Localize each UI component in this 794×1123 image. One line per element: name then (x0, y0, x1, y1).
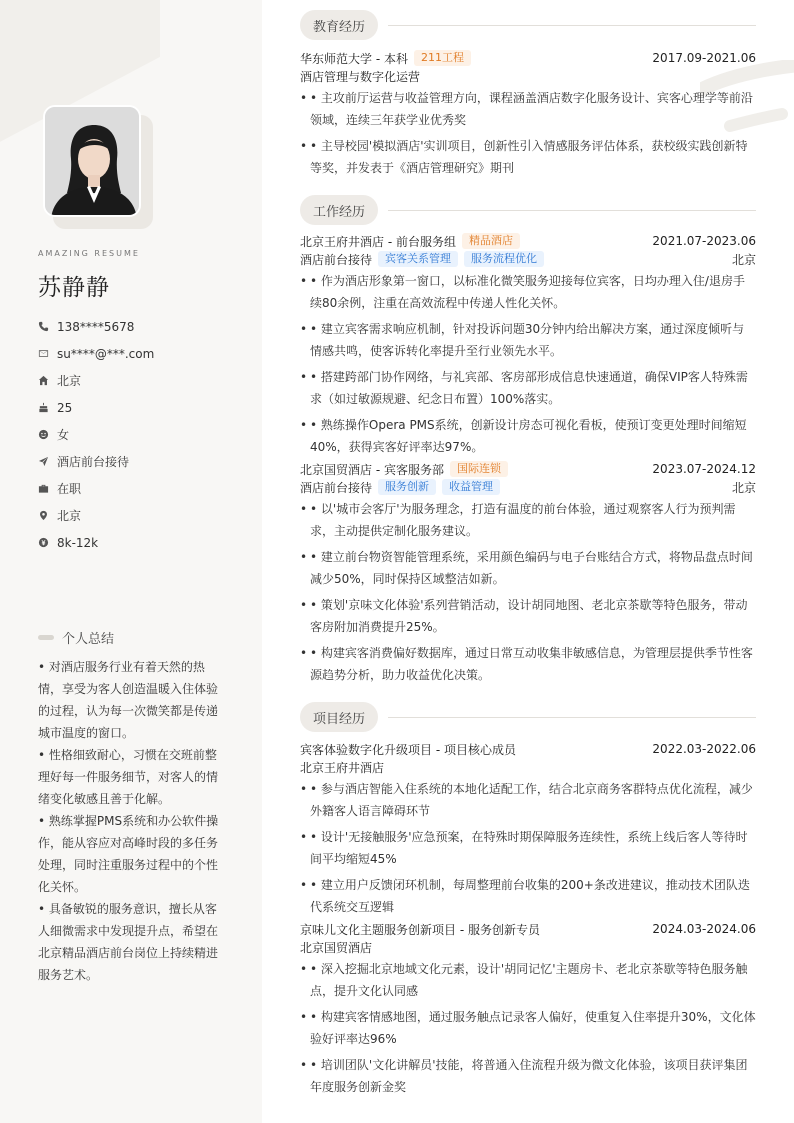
summary-item: • 性格细致耐心，习惯在交班前整理好每一件服务细节，对客人的情绪变化敏感且善于化解。 (38, 748, 219, 806)
cake-icon (38, 402, 49, 413)
heading-bar (38, 635, 54, 640)
project-org: 北京国贸酒店 (300, 940, 373, 955)
divider (388, 210, 756, 211)
project-entry (300, 740, 756, 922)
job-bullets (300, 270, 756, 458)
job-header-row (300, 460, 756, 478)
job-role: 酒店前台接待 (300, 480, 373, 495)
job-bullets (300, 498, 756, 686)
education-header-row (300, 49, 756, 67)
company-tag: 精品酒店 (462, 233, 520, 249)
project-bullet: • • 建立用户反馈闭环机制，每周整理前台收集的200+条改进建议，推动技术团队迭代系统交互逻辑 (300, 874, 756, 918)
salary-icon (38, 537, 49, 548)
skill-tag: 宾客关系管理 (378, 251, 458, 267)
job-bullet: • • 建立宾客需求响应机制，针对投诉问题30分钟内给出解决方案，通过深度倾听与情感共鸣，使客诉转化率提升至行业领先水平。 (300, 318, 756, 362)
project-bullets (300, 958, 756, 1098)
phone-icon (38, 321, 49, 332)
candidate-name: 苏静静 (38, 275, 110, 301)
skill-tag: 服务创新 (378, 479, 436, 495)
job-bullet: • • 搭建跨部门协作网络，与礼宾部、客房部形成信息快速通道，确保VIP客人特殊需求（如过敏源规避、纪念日布置）100%落实。 (300, 366, 756, 410)
school-tag: 211工程 (414, 50, 471, 66)
work-title: 工作经历 (300, 195, 378, 225)
profile-photo (43, 105, 141, 217)
sidebar (0, 0, 262, 1123)
info-gender (38, 421, 154, 448)
project-bullet: • • 构建宾客情感地图，通过服务触点记录客人偏好，使重复入住率提升30%，文化体验好评率达96% (300, 1006, 756, 1050)
info-age (38, 394, 154, 421)
education-title: 教育经历 (300, 10, 378, 40)
contact-info-list (38, 313, 154, 556)
job-bullet: • • 策划'京味文化体验'系列营销活动，设计胡同地图、老北京茶歇等特色服务，带动客房附加消费提升25%。 (300, 594, 756, 638)
target-city-value: 北京 (57, 509, 82, 523)
education-section-heading (300, 10, 756, 40)
project-section-heading (300, 702, 756, 732)
summary-list (38, 656, 220, 986)
project-header-row (300, 920, 756, 938)
summary-heading (38, 628, 114, 647)
info-hometown (38, 367, 154, 394)
send-icon (38, 456, 49, 467)
project-date: 2024.03-2024.06 (652, 922, 756, 936)
school-name: 华东师范大学 - 本科 (300, 51, 408, 66)
project-org-row (300, 938, 756, 956)
work-entry (300, 232, 756, 462)
job-bullet: • • 构建宾客消费偏好数据库，通过日常互动收集非敏感信息，为管理层提供季节性客源趋势分析，助力收益优化决策。 (300, 642, 756, 686)
education-bullets (300, 87, 756, 179)
project-bullets (300, 778, 756, 918)
info-target-position (38, 448, 154, 475)
divider (388, 25, 756, 26)
company-name: 北京国贸酒店 - 宾客服务部 (300, 462, 444, 477)
summary-item: • 熟练掌握PMS系统和办公软件操作，能从容应对高峰时段的多任务处理，同时注重服务过程中的个性化关怀。 (38, 814, 219, 894)
job-header-row (300, 232, 756, 250)
gender-icon (38, 429, 49, 440)
avatar (43, 105, 141, 217)
job-bullet: • • 作为酒店形象第一窗口，以标准化微笑服务迎接每位宾客，日均办理入住/退房手续80余例，注重在高效流程中传递人性化关怀。 (300, 270, 756, 314)
summary-item: • 对酒店服务行业有着天然的热情，享受为客人创造温暖入住体验的过程，认为每一次微笑都是传递城市温度的窗口。 (38, 660, 219, 740)
status-value: 在职 (57, 482, 82, 496)
project-bullet: • • 深入挖掘北京地域文化元素，设计'胡同记忆'主题房卡、老北京茶歇等特色服务触点，提升文化认同感 (300, 958, 756, 1002)
info-email (38, 340, 154, 367)
project-date: 2022.03-2022.06 (652, 742, 756, 756)
summary-title: 个人总结 (62, 632, 115, 647)
major: 酒店管理与数字化运营 (300, 69, 421, 84)
salary-value: 8k-12k (57, 535, 99, 550)
education-entry (300, 49, 756, 183)
job-bullet: • • 以'城市会客厅'为服务理念，打造有温度的前台体验，通过观察客人行为预判需求，主动提供定制化服务建议。 (300, 498, 756, 542)
education-date: 2017.09-2021.06 (652, 51, 756, 65)
project-name: 宾客体验数字化升级项目 - 项目核心成员 (300, 742, 516, 757)
home-icon (38, 375, 49, 386)
brand-label: AMAZING RESUME (38, 249, 140, 258)
work-section-heading (300, 195, 756, 225)
mail-icon (38, 348, 49, 359)
education-major-row (300, 67, 756, 85)
info-status (38, 475, 154, 502)
age-value: 25 (57, 400, 73, 415)
project-bullet: • • 培训团队'文化讲解员'技能，将普通入住流程升级为微文化体验，该项目获评集团年度服务创新金奖 (300, 1054, 756, 1098)
job-bullet: • • 熟练操作Opera PMS系统，创新设计房态可视化看板，使预订变更处理时间缩短40%，获得宾客好评率达97%。 (300, 414, 756, 458)
job-city: 北京 (731, 480, 756, 495)
target-position-value: 酒店前台接待 (57, 455, 130, 469)
education-bullet: • • 主导校园'模拟酒店'实训项目，创新性引入情感服务评估体系，获校级实践创新特等奖，并发表于《酒店管理研究》期刊 (300, 135, 756, 179)
skill-tag: 收益管理 (442, 479, 500, 495)
job-role-row (300, 478, 756, 496)
project-name: 京味儿文化主题服务创新项目 - 服务创新专员 (300, 922, 540, 937)
email-value: su****@***.com (57, 346, 155, 361)
project-header-row (300, 740, 756, 758)
briefcase-icon (38, 483, 49, 494)
job-bullet: • • 建立前台物资智能管理系统，采用颜色编码与电子台账结合方式，将物品盘点时间减少50%，同时保持区域整洁如新。 (300, 546, 756, 590)
job-role-row (300, 250, 756, 268)
info-target-city (38, 502, 154, 529)
skill-tag: 服务流程优化 (464, 251, 544, 267)
company-tag: 国际连锁 (450, 461, 508, 477)
info-salary (38, 529, 154, 556)
hometown-value: 北京 (57, 374, 82, 388)
summary-item: • 具备敏锐的服务意识，擅长从客人细微需求中发现提升点，希望在北京精品酒店前台岗位上持续精进服务艺术。 (38, 902, 219, 982)
project-org-row (300, 758, 756, 776)
project-entry (300, 920, 756, 1102)
company-name: 北京王府井酒店 - 前台服务组 (300, 234, 456, 249)
education-bullet: • • 主攻前厅运营与收益管理方向，课程涵盖酒店数字化服务设计、宾客心理学等前沿领域，连续三年获学业优秀奖 (300, 87, 756, 131)
job-city: 北京 (731, 252, 756, 267)
project-bullet: • • 设计'无接触服务'应急预案，在特殊时期保障服务连续性，系统上线后客人等待时间平均缩短45% (300, 826, 756, 870)
info-phone (38, 313, 154, 340)
divider (388, 717, 756, 718)
work-entry (300, 460, 756, 690)
phone-value: 138****5678 (57, 319, 135, 334)
job-date: 2021.07-2023.06 (652, 234, 756, 248)
location-pin-icon (38, 510, 49, 521)
job-role: 酒店前台接待 (300, 252, 373, 267)
gender-value: 女 (57, 428, 70, 442)
project-org: 北京王府井酒店 (300, 760, 385, 775)
project-bullet: • • 参与酒店智能入住系统的本地化适配工作，结合北京商务客群特点优化流程，减少外籍客人语言障碍环节 (300, 778, 756, 822)
job-date: 2023.07-2024.12 (652, 462, 756, 476)
project-title: 项目经历 (300, 702, 378, 732)
